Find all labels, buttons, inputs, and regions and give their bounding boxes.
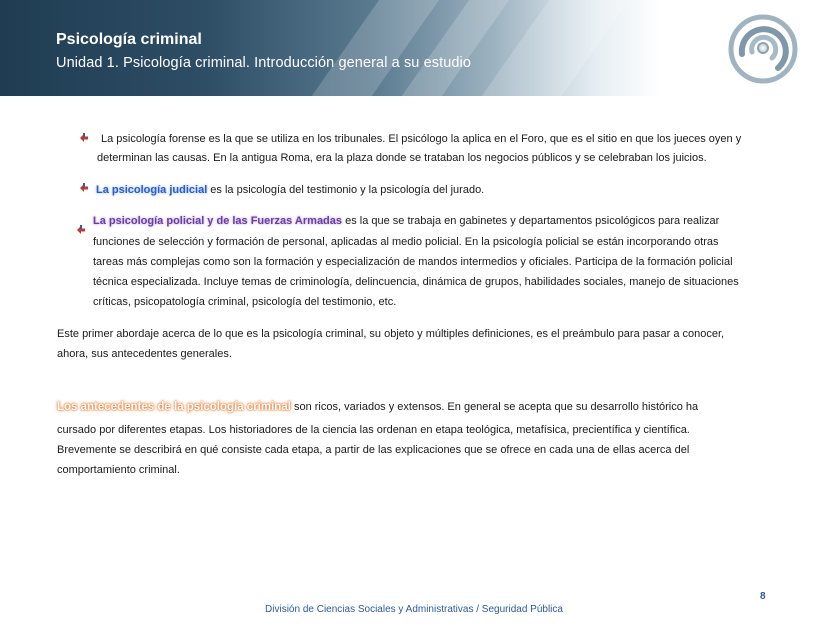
antecedents-term: Los antecedentes de la psicología criminal bbox=[57, 401, 291, 413]
bullet-3-line-2: funciones de selección y formación de personal, aplicadas al medio policial. En la psicología policial se están incorporando otras bbox=[93, 236, 719, 248]
bullet-2-text: es la psicología del testimonio y la psicología del jurado. bbox=[207, 184, 485, 196]
arrow-bullet-icon bbox=[79, 182, 89, 192]
footer-text: División de Ciencias Sociales y Administrativas / Seguridad Pública bbox=[265, 604, 563, 615]
paragraph-2-line-1 bbox=[57, 397, 698, 417]
paragraph-1-line-2: ahora, sus antecedentes generales. bbox=[57, 348, 232, 360]
bullet-3-text: es la que se trabaja en gabinetes y departamentos psicológicos para realizar bbox=[342, 215, 720, 227]
paragraph-2-text: son ricos, variados y extensos. En general se acepta que su desarrollo histórico ha bbox=[290, 401, 699, 413]
bullet-1-line-1: La psicología forense es la que se utiliza en los tribunales. El psicólogo la aplica en el Foro, que es el sitio en que los jueces oyen y bbox=[101, 133, 742, 145]
bullet-3-line-4: técnica especializada. Incluye temas de criminología, delincuencia, dinámica de grupos, habilidades sociales, manejo de situaciones bbox=[93, 276, 739, 288]
page-title: Psicología criminal bbox=[56, 31, 202, 48]
paragraph-1-line-1: Este primer abordaje acerca de lo que es la psicología criminal, su objeto y múltiples definiciones, es el preámbulo para pasar a conocer, bbox=[57, 328, 725, 340]
arrow-bullet-icon bbox=[76, 224, 86, 234]
bullet-2 bbox=[96, 180, 484, 200]
unit-subtitle: Unidad 1. Psicología criminal. Introducción general a su estudio bbox=[56, 55, 472, 71]
police-psychology-term: La psicología policial y de las Fuerzas Armadas bbox=[93, 215, 343, 227]
swirl-logo-icon bbox=[728, 14, 798, 84]
bullet-3-line-1 bbox=[93, 211, 719, 231]
bullet-1-line-2: determinan las causas. En la antigua Roma, era la plaza donde se trataban los negocios públicos y se celebraban los juicios. bbox=[97, 152, 707, 164]
page-number: 8 bbox=[760, 591, 766, 602]
paragraph-2-line-3: Brevemente se describirá en qué consiste cada etapa, a partir de las explicaciones que se ofrece en cada una de ellas acerca del bbox=[57, 444, 690, 456]
paragraph-2-line-4: comportamiento criminal. bbox=[57, 464, 180, 476]
judicial-psychology-term: La psicología judicial bbox=[96, 184, 208, 196]
page-header bbox=[0, 0, 828, 96]
bullet-3-line-3: tareas más complejas como son la formación y especialización de mandos intermedios y oficiales. Participa de la formación policial bbox=[93, 256, 733, 268]
paragraph-2-line-2: cursado por diferentes etapas. Los historiadores de la ciencia las ordenan en etapa teológica, metafísica, precientífica y científica. bbox=[57, 424, 690, 436]
bullet-3-line-5: críticas, psicopatología criminal, psicología del testimonio, etc. bbox=[93, 296, 397, 308]
arrow-bullet-icon bbox=[79, 132, 89, 142]
